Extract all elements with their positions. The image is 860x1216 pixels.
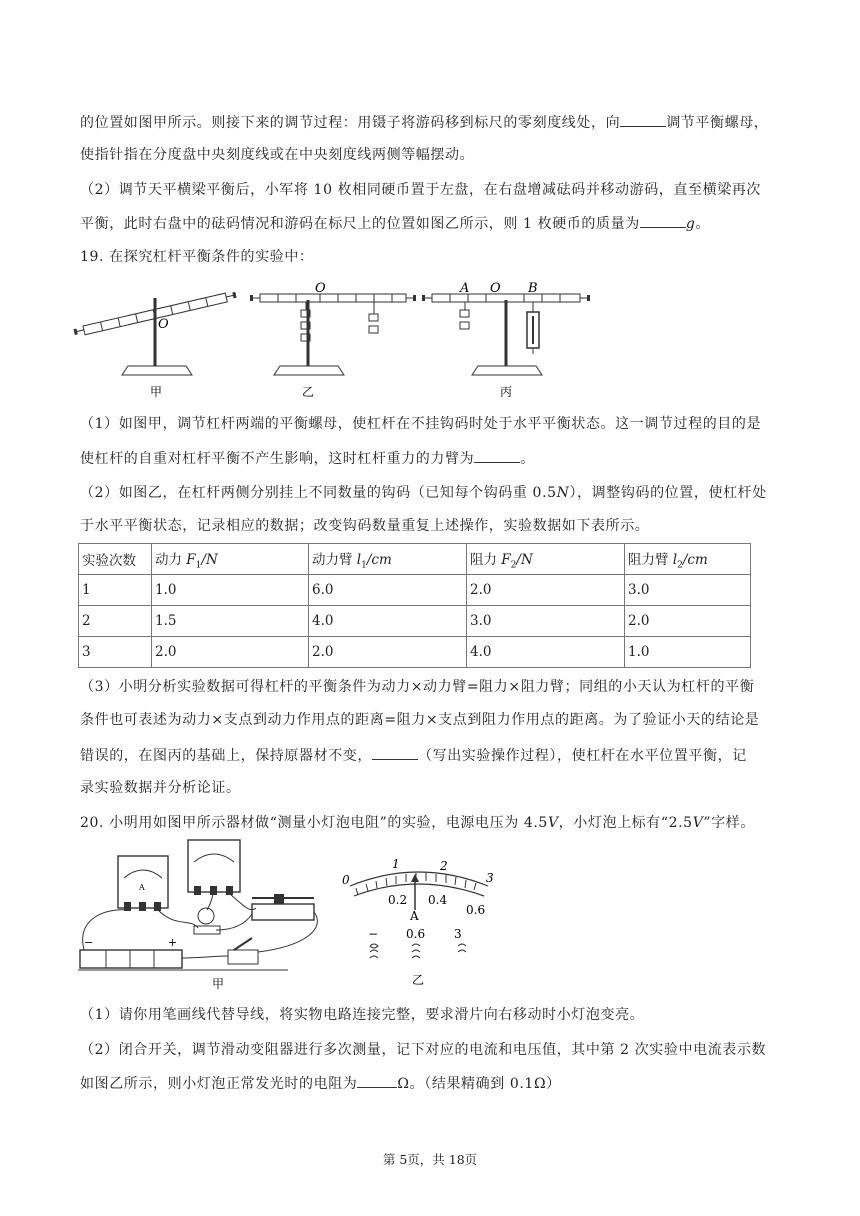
answer-blank: [474, 448, 520, 463]
lever-yi: [250, 281, 416, 399]
q19-p3-line4: 录实验数据并分析论证。: [80, 780, 241, 796]
dial-top-tick: 1: [392, 857, 400, 871]
table-header: 阻力 $F_2/N$: [467, 544, 625, 575]
answer-blank: [620, 112, 666, 127]
q19-p3-line1: （3）小明分析实验数据可得杠杆的平衡条件为动力×动力臂=阻力×阻力臂；同组的小天认为杠杆的平衡: [80, 679, 755, 695]
terminal-label: 3: [454, 927, 462, 941]
table-cell: 1: [79, 575, 152, 606]
table-cell: 6.0: [309, 575, 467, 606]
terminal-label: 0.6: [406, 927, 426, 941]
pivot-label: O: [490, 281, 501, 296]
q18-line3: （2）调节天平横梁平衡后，小军将 10 枚相同硬币置于左盘，在右盘增减砝码并移动游码，直至横梁再次: [80, 182, 762, 198]
ammeter-label: A: [410, 909, 419, 923]
table-header: 动力 $F_1/N$: [152, 544, 309, 575]
table-cell: 2.0: [467, 575, 625, 606]
table-cell: 1.0: [152, 575, 309, 606]
circuit-figure: [76, 838, 496, 990]
pivot-label: O: [315, 281, 326, 296]
figure-caption: 乙: [302, 385, 315, 399]
q18-line2: 使指针指在分度盘中央刻度线或在中央刻度线两侧等幅摆动。: [80, 147, 475, 163]
table-cell: 4.0: [467, 637, 625, 668]
table-header-row: [79, 544, 751, 575]
q19-p2-line2: 于水平平衡状态，记录相应的数据；改变钩码数量重复上述操作，实验数据如下表所示。: [80, 518, 650, 534]
q19-p3-line3: 错误的，在图丙的基础上，保持原器材不变， （写出实验操作过程），使杠杆在水平位置平衡，记: [80, 745, 747, 766]
point-b-label: B: [528, 281, 538, 296]
table-header: 实验次数: [79, 544, 152, 575]
battery-plus-label: +: [168, 936, 178, 949]
table-cell: 4.0: [309, 606, 467, 637]
q18-line4: 平衡，此时右盘中的砝码情况和游码在标尺上的位置如图乙所示，则 1 枚硬币的质量为 g。: [80, 213, 710, 234]
dial-top-tick: 0: [342, 873, 350, 887]
page-footer: 第 5页，共 18页: [382, 1152, 478, 1167]
dial-bottom-tick: 0.6: [466, 903, 486, 917]
q19-p1-line1: （1）如图甲，调节杠杆两端的平衡螺母，使杠杆在不挂钩码时处于水平平衡状态。这一调节过程的目的是: [80, 416, 762, 432]
table-row: [79, 637, 751, 668]
terminal-label: −: [368, 927, 379, 941]
q18-line1: 的位置如图甲所示。则接下来的调节过程：用镊子将游码移到标尺的零刻度线处，向 调节平衡螺母，: [80, 112, 768, 133]
lever-figure: [72, 278, 592, 400]
table-cell: 2.0: [625, 606, 751, 637]
figure-caption: 乙: [412, 973, 425, 987]
table-cell: 2.0: [152, 637, 309, 668]
table-cell: 3: [79, 637, 152, 668]
answer-blank: [640, 213, 686, 228]
dial-bottom-tick: 0.4: [428, 893, 448, 907]
q20-p1: （1）请你用笔画线代替导线，将实物电路连接完整，要求滑片向右移动时小灯泡变亮。: [80, 1007, 645, 1023]
table-header: 动力臂 $l_1/cm$: [309, 544, 467, 575]
table-cell: 1.5: [152, 606, 309, 637]
q20-title: 20. 小明用如图甲所示器材做“测量小灯泡电阻”的实验，电源电压为 4.5V，小灯泡上标有“2.5V”字样。: [80, 815, 755, 831]
point-a-label: A: [460, 281, 470, 296]
q20-p2-line2: 如图乙所示，则小灯泡正常发光时的电阻为 Ω。（结果精确到 0.1Ω）: [80, 1073, 561, 1094]
pivot-label: O: [158, 317, 169, 332]
table-cell: 3.0: [625, 575, 751, 606]
figure-caption: 甲: [212, 977, 225, 990]
table-cell: 2.0: [309, 637, 467, 668]
lever-jia: [73, 291, 237, 399]
circuit-jia: [78, 840, 317, 990]
q19-p3-line2: 条件也可表述为动力×支点到动力作用点的距离=阻力×支点到阻力作用点的距离。为了验证小天的结论是: [80, 712, 760, 728]
table-row: [79, 606, 751, 637]
lever-bing: [422, 281, 590, 399]
q19-p2-line1: （2）如图乙，在杠杆两侧分别挂上不同数量的钩码（已知每个钩码重 0.5N），调整钩码的位置，使杠杆处: [80, 485, 767, 501]
table-row: [79, 575, 751, 606]
q19-title: 19. 在探究杠杆平衡条件的实验中：: [80, 249, 314, 265]
table-cell: 3.0: [467, 606, 625, 637]
answer-blank: [357, 1073, 397, 1088]
figure-caption: 丙: [500, 385, 513, 399]
table-header: 阻力臂 $l_2/cm$: [625, 544, 751, 575]
q19-p1-line2: 使杠杆的自重对杠杆平衡不产生影响，这时杠杆重力的力臂为 。: [80, 448, 535, 469]
lever-data-table: [78, 543, 751, 668]
table-cell: 2: [79, 606, 152, 637]
dial-top-tick: 3: [486, 871, 494, 885]
dial-top-tick: 2: [440, 859, 448, 873]
figure-caption: 甲: [150, 385, 163, 399]
dial-bottom-tick: 0.2: [388, 893, 408, 907]
ammeter-dial-yi: [342, 857, 494, 987]
ammeter-label: A: [139, 883, 145, 892]
answer-blank: [372, 745, 418, 760]
battery-minus-label: −: [84, 936, 94, 949]
q20-p2-line1: （2）闭合开关，调节滑动变阻器进行多次测量，记下对应的电流和电压值，其中第 2 次实验中电流表示数: [80, 1042, 767, 1058]
table-cell: 1.0: [625, 637, 751, 668]
